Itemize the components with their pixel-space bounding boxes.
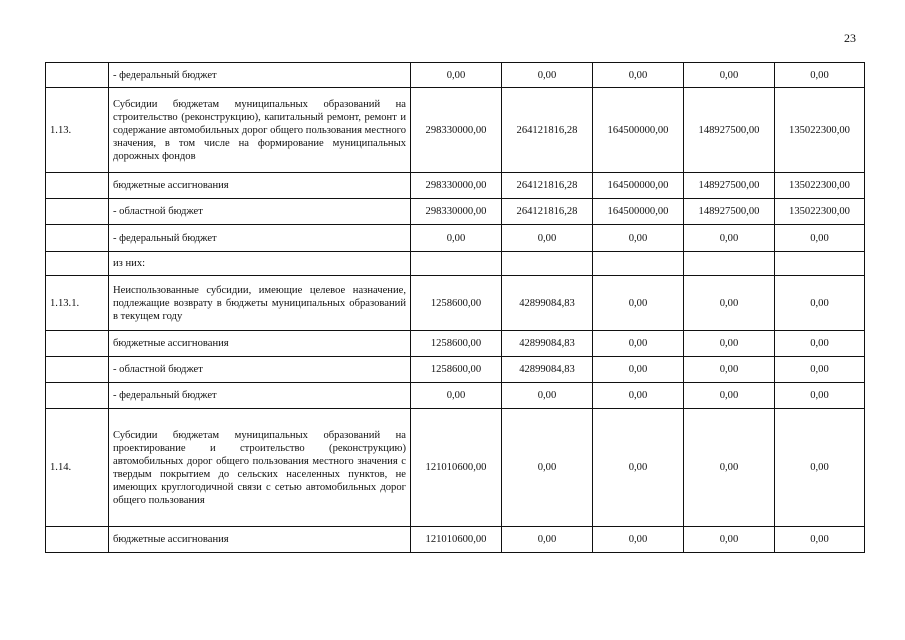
table-row bbox=[46, 173, 865, 199]
value-cell: 0,00 bbox=[411, 225, 502, 252]
table-row bbox=[46, 331, 865, 357]
row-name-cell: бюджетные ассигнования bbox=[109, 331, 411, 357]
value-cell: 0,00 bbox=[775, 357, 865, 383]
value-cell: 164500000,00 bbox=[593, 199, 684, 225]
value-cell: 42899084,83 bbox=[502, 276, 593, 331]
value-cell: 1258600,00 bbox=[411, 357, 502, 383]
value-cell: 298330000,00 bbox=[411, 199, 502, 225]
value-cell: 0,00 bbox=[502, 409, 593, 527]
value-cell: 0,00 bbox=[411, 63, 502, 88]
value-cell: 298330000,00 bbox=[411, 173, 502, 199]
value-cell bbox=[411, 252, 502, 276]
value-cell: 148927500,00 bbox=[684, 199, 775, 225]
value-cell: 298330000,00 bbox=[411, 88, 502, 173]
row-number-cell: 1.13. bbox=[46, 88, 109, 173]
value-cell: 0,00 bbox=[684, 357, 775, 383]
value-cell: 121010600,00 bbox=[411, 409, 502, 527]
table-row bbox=[46, 252, 865, 276]
value-cell: 164500000,00 bbox=[593, 88, 684, 173]
value-cell: 0,00 bbox=[684, 276, 775, 331]
row-name-cell: бюджетные ассигнования bbox=[109, 173, 411, 199]
table-row bbox=[46, 383, 865, 409]
row-name-cell: - федеральный бюджет bbox=[109, 63, 411, 88]
value-cell: 0,00 bbox=[775, 409, 865, 527]
table-row bbox=[46, 276, 865, 331]
value-cell: 0,00 bbox=[593, 276, 684, 331]
value-cell: 148927500,00 bbox=[684, 88, 775, 173]
value-cell bbox=[593, 252, 684, 276]
row-number-cell bbox=[46, 357, 109, 383]
value-cell: 148927500,00 bbox=[684, 173, 775, 199]
row-name-cell: Субсидии бюджетам муниципальных образований на проектирование и строительство (реконструкцию) автомобильных дорог общего пользования местного значения с твердым покрытием до сельских населенных пунктов, не имеющих круглогодичной связи с сетью автомобильных дорог общего пользования bbox=[109, 409, 411, 527]
value-cell: 0,00 bbox=[593, 63, 684, 88]
row-name-cell: бюджетные ассигнования bbox=[109, 527, 411, 553]
value-cell: 264121816,28 bbox=[502, 88, 593, 173]
row-number-cell bbox=[46, 225, 109, 252]
value-cell: 0,00 bbox=[593, 383, 684, 409]
row-name-cell: из них: bbox=[109, 252, 411, 276]
row-number-cell bbox=[46, 383, 109, 409]
row-number-cell bbox=[46, 199, 109, 225]
value-cell: 135022300,00 bbox=[775, 199, 865, 225]
row-number-cell bbox=[46, 173, 109, 199]
value-cell: 0,00 bbox=[775, 383, 865, 409]
value-cell: 135022300,00 bbox=[775, 88, 865, 173]
value-cell: 264121816,28 bbox=[502, 199, 593, 225]
value-cell: 42899084,83 bbox=[502, 331, 593, 357]
value-cell: 135022300,00 bbox=[775, 173, 865, 199]
value-cell: 264121816,28 bbox=[502, 173, 593, 199]
page-number: 23 bbox=[844, 31, 856, 45]
row-name-cell: Субсидии бюджетам муниципальных образований на строительство (реконструкцию), капитальный ремонт, ремонт и содержание автомобильных дорог общего пользования местного значения, в том числе на формирование муниципальных дорожных фондов bbox=[109, 88, 411, 173]
value-cell: 0,00 bbox=[502, 225, 593, 252]
table-row bbox=[46, 199, 865, 225]
row-number-cell bbox=[46, 252, 109, 276]
table-row bbox=[46, 88, 865, 173]
value-cell: 42899084,83 bbox=[502, 357, 593, 383]
value-cell: 164500000,00 bbox=[593, 173, 684, 199]
value-cell bbox=[775, 252, 865, 276]
budget-table bbox=[45, 62, 865, 553]
value-cell bbox=[502, 252, 593, 276]
value-cell: 0,00 bbox=[775, 527, 865, 553]
row-name-cell: - областной бюджет bbox=[109, 199, 411, 225]
value-cell: 0,00 bbox=[593, 409, 684, 527]
table-row bbox=[46, 63, 865, 88]
value-cell: 0,00 bbox=[411, 383, 502, 409]
value-cell: 0,00 bbox=[775, 276, 865, 331]
table-row bbox=[46, 527, 865, 553]
row-number-cell: 1.13.1. bbox=[46, 276, 109, 331]
row-name-cell: - федеральный бюджет bbox=[109, 225, 411, 252]
value-cell: 1258600,00 bbox=[411, 331, 502, 357]
value-cell: 0,00 bbox=[593, 331, 684, 357]
budget-table-body bbox=[46, 63, 865, 553]
value-cell: 0,00 bbox=[593, 357, 684, 383]
value-cell: 0,00 bbox=[775, 331, 865, 357]
value-cell: 0,00 bbox=[502, 383, 593, 409]
value-cell: 1258600,00 bbox=[411, 276, 502, 331]
row-name-cell: - областной бюджет bbox=[109, 357, 411, 383]
value-cell: 0,00 bbox=[775, 225, 865, 252]
value-cell bbox=[684, 252, 775, 276]
row-number-cell bbox=[46, 527, 109, 553]
value-cell: 0,00 bbox=[502, 63, 593, 88]
value-cell: 0,00 bbox=[775, 63, 865, 88]
table-row bbox=[46, 225, 865, 252]
value-cell: 0,00 bbox=[684, 409, 775, 527]
row-number-cell bbox=[46, 63, 109, 88]
value-cell: 0,00 bbox=[593, 527, 684, 553]
table-row bbox=[46, 409, 865, 527]
row-number-cell: 1.14. bbox=[46, 409, 109, 527]
row-name-cell: Неиспользованные субсидии, имеющие целевое назначение, подлежащие возврату в бюджеты муниципальных образований в текущем году bbox=[109, 276, 411, 331]
value-cell: 0,00 bbox=[684, 527, 775, 553]
value-cell: 0,00 bbox=[684, 331, 775, 357]
row-name-cell: - федеральный бюджет bbox=[109, 383, 411, 409]
value-cell: 0,00 bbox=[684, 383, 775, 409]
value-cell: 0,00 bbox=[684, 63, 775, 88]
value-cell: 0,00 bbox=[684, 225, 775, 252]
value-cell: 0,00 bbox=[593, 225, 684, 252]
value-cell: 0,00 bbox=[502, 527, 593, 553]
row-number-cell bbox=[46, 331, 109, 357]
value-cell: 121010600,00 bbox=[411, 527, 502, 553]
table-row bbox=[46, 357, 865, 383]
